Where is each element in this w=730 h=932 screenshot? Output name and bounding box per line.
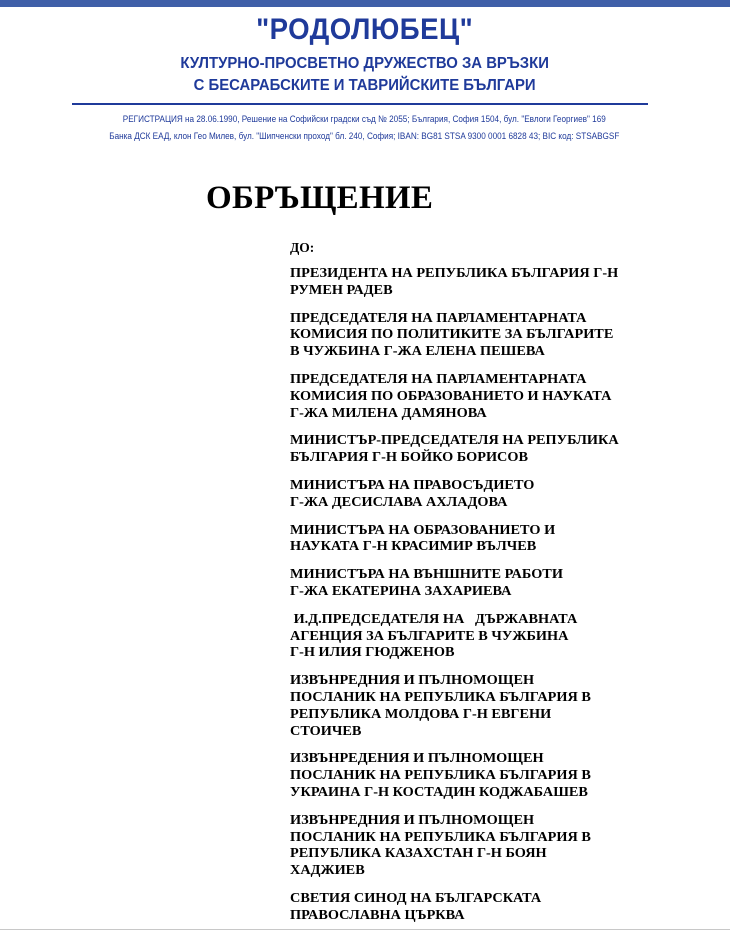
recipient-line: УКРАИНА Г-Н КОСТАДИН КОДЖАБАШЕВ (290, 784, 588, 800)
recipient-line: ПРЕДСЕДАТЕЛЯ НА ПАРЛАМЕНТАРНАТА (290, 371, 587, 387)
recipient-item (290, 612, 690, 662)
recipient-line: ПРЕДСЕДАТЕЛЯ НА ПАРЛАМЕНТАРНАТА (290, 310, 587, 326)
recipient-line: РУМЕН РАДЕВ (290, 282, 393, 298)
recipient-item (290, 891, 690, 925)
organization-subtitle-line1: КУЛТУРНО-ПРОСВЕТНО ДРУЖЕСТВО ЗА ВРЪЗКИ (180, 55, 549, 72)
recipient-line: ИЗВЪНРЕДНИЯ И ПЪЛНОМОЩЕН (290, 673, 535, 689)
addressee-label: ДО: (290, 240, 315, 255)
recipient-line: Г-ЖА ДЕСИСЛАВА АХЛАДОВА (290, 494, 508, 510)
recipient-line: МИНИСТЪРА НА ОБРАЗОВАНИЕТО И (290, 522, 556, 538)
recipient-line: МИНИСТЪРА НА ВЪНШНИТЕ РАБОТИ (290, 567, 563, 583)
recipient-line: И.Д.ПРЕДСЕДАТЕЛЯ НА ДЪРЖАВНАТА (290, 611, 578, 627)
recipient-item (290, 266, 690, 300)
recipient-item (290, 751, 690, 801)
top-color-bar (0, 0, 730, 7)
recipient-line: Г-ЖА ЕКАТЕРИНА ЗАХАРИЕВА (290, 583, 512, 599)
recipient-line: МИНИСТЪРА НА ПРАВОСЪДИЕТО (290, 477, 535, 493)
recipient-item (290, 673, 690, 740)
recipient-item (290, 478, 690, 512)
recipient-item (290, 523, 690, 557)
recipient-line: РЕПУБЛИКА КАЗАХСТАН Г-Н БОЯН (290, 846, 547, 862)
recipient-line: МИНИСТЪР-ПРЕДСЕДАТЕЛЯ НА РЕПУБЛИКА (290, 433, 619, 449)
recipient-line: НАУКАТА Г-Н КРАСИМИР ВЪЛЧЕВ (290, 539, 537, 555)
recipient-line: ХАДЖИЕВ (290, 863, 365, 879)
recipient-list (290, 266, 690, 925)
recipient-line: АГЕНЦИЯ ЗА БЪЛГАРИТЕ В ЧУЖБИНА (290, 628, 569, 644)
recipient-line: СВЕТИЯ СИНОД НА БЪЛГАРСКАТА (290, 890, 542, 906)
page-bottom-border (0, 929, 730, 930)
recipient-item (290, 433, 690, 467)
registration-info: РЕГИСТРАЦИЯ на 28.06.1990, Решение на Софийски градски съд № 2055; България, София 1504, бул. "Евлоги Георгиев" 169 (122, 114, 606, 125)
recipient-line: ПРЕЗИДЕНТА НА РЕПУБЛИКА БЪЛГАРИЯ Г-Н (290, 266, 619, 281)
recipient-line: БЪЛГАРИЯ Г-Н БОЙКО БОРИСОВ (290, 450, 529, 466)
recipient-item (290, 567, 690, 601)
recipient-line: РЕПУБЛИКА МОЛДОВА Г-Н ЕВГЕНИ (290, 706, 552, 722)
recipient-line: ИЗВЪНРЕДЕНИЯ И ПЪЛНОМОЩЕН (290, 751, 544, 767)
recipient-line: Г-ЖА МИЛЕНА ДАМЯНОВА (290, 405, 487, 421)
recipient-line: ПОСЛАНИК НА РЕПУБЛИКА БЪЛГАРИЯ В (290, 689, 591, 705)
organization-subtitle-line2: С БЕСАРАБСКИТЕ И ТАВРИЙСКИТЕ БЪЛГАРИ (193, 77, 536, 94)
bank-info: Банка ДСК ЕАД, клон Гео Милев, бул. "Шипченски проход" бл. 240, София; IBAN: BG81 STSA 9300 0001 6828 43; BIC код: STSABGSF (109, 131, 620, 142)
recipient-line: КОМИСИЯ ПО ПОЛИТИКИТЕ ЗА БЪЛГАРИТЕ (290, 327, 614, 343)
organization-name: "РОДОЛЮБЕЦ" (256, 13, 474, 46)
recipient-line: ПОСЛАНИК НА РЕПУБЛИКА БЪЛГАРИЯ В (290, 768, 591, 784)
recipient-line: Г-Н ИЛИЯ ГЮДЖЕНОВ (290, 645, 455, 661)
recipient-line: КОМИСИЯ ПО ОБРАЗОВАНИЕТО И НАУКАТА (290, 388, 612, 404)
recipient-item (290, 372, 690, 422)
recipient-line: ПРАВОСЛАВНА ЦЪРКВА (290, 907, 465, 923)
recipient-item (290, 311, 690, 361)
recipient-line: ПОСЛАНИК НА РЕПУБЛИКА БЪЛГАРИЯ В (290, 829, 591, 845)
document-title: ОБРЪЩЕНИЕ (206, 180, 434, 216)
recipient-item (290, 813, 690, 880)
recipient-line: В ЧУЖБИНА Г-ЖА ЕЛЕНА ПЕШЕВА (290, 344, 545, 360)
letterhead-divider (72, 103, 648, 105)
recipient-line: ИЗВЪНРЕДНИЯ И ПЪЛНОМОЩЕН (290, 812, 535, 828)
recipient-line: СТОИЧЕВ (290, 723, 362, 739)
